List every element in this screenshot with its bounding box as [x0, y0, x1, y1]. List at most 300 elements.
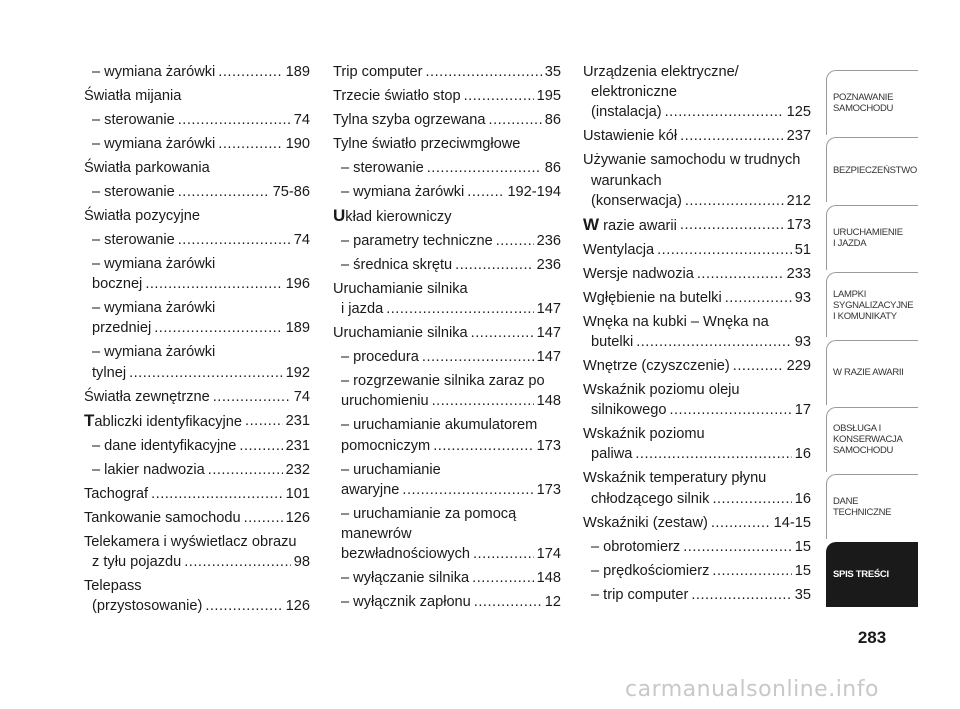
entry-text: – wymiana żarówki — [92, 300, 216, 317]
entry-text: Wskaźnik poziomu — [583, 426, 705, 443]
index-entry — [583, 240, 811, 260]
dot-leader — [151, 484, 283, 504]
entry-text: – wyłączanie silnika — [341, 570, 470, 587]
index-entry-line — [583, 312, 811, 332]
entry-text: Trip computer — [333, 64, 423, 80]
index-entry-line — [84, 134, 310, 154]
index-entry-line — [84, 158, 310, 178]
index-entry-line — [583, 240, 811, 260]
page-ref: 148 — [536, 570, 561, 587]
page-ref: 15 — [794, 538, 811, 555]
index-entry-line — [84, 298, 310, 318]
page-ref: 236 — [536, 233, 561, 249]
dot-leader — [455, 255, 534, 275]
index-letter: W — [583, 214, 600, 234]
entry-text: – sterowanie — [92, 184, 175, 200]
index-entry-line — [84, 387, 310, 407]
entry-text: Światła parkowania — [84, 160, 210, 176]
entry-text: – wymiana żarówki — [92, 136, 216, 152]
index-entry — [583, 126, 811, 146]
entry-text: bocznej — [92, 276, 143, 293]
index-entry — [583, 356, 811, 376]
entry-text: – dane identyfikacyjne — [92, 437, 237, 454]
index-column-2 — [333, 62, 561, 616]
section-tab-label: LAMPKI SYGNALIZACYJNE I KOMUNIKATY — [833, 288, 914, 322]
index-entry — [333, 134, 561, 154]
section-tab[interactable] — [826, 340, 918, 405]
dot-leader — [433, 436, 533, 456]
page-ref: 74 — [293, 388, 310, 405]
index-entry — [583, 288, 811, 308]
entry-text: elektroniczne — [591, 84, 677, 101]
index-entry-line — [333, 110, 561, 130]
dot-leader — [471, 323, 534, 343]
page-ref: 192-194 — [507, 184, 561, 200]
entry-text: Wskaźnik poziomu oleju — [583, 382, 740, 399]
dot-leader — [205, 596, 282, 616]
index-column-3 — [583, 62, 811, 609]
index-entry-line — [583, 489, 811, 509]
page-ref: 192 — [285, 364, 310, 381]
section-tab-label: DANE TECHNICZNE — [833, 496, 892, 519]
page-ref: 51 — [794, 241, 811, 258]
entry-text: uruchomieniu — [341, 393, 429, 410]
dot-leader — [129, 363, 283, 383]
index-entry-line — [333, 524, 561, 544]
index-entry — [333, 182, 561, 202]
dot-leader — [472, 568, 533, 588]
dot-leader — [432, 391, 534, 411]
page-ref: 147 — [536, 349, 561, 366]
entry-text: (konserwacja) — [591, 192, 682, 209]
index-entry-line — [333, 255, 561, 275]
page-ref: 229 — [786, 358, 811, 375]
page-ref: 86 — [544, 112, 561, 128]
page-ref: 173 — [536, 437, 561, 454]
index-entry-line — [333, 436, 561, 456]
index-entry-line — [333, 299, 561, 319]
index-entry — [84, 86, 310, 106]
index-entry-line — [583, 62, 811, 82]
index-entry — [84, 436, 310, 456]
dot-leader — [680, 215, 784, 236]
entry-text: Tankowanie samochodu — [84, 509, 241, 526]
entry-text: Tabliczki identyfikacyjne — [84, 410, 243, 430]
section-tab[interactable] — [826, 70, 918, 135]
entry-text: – trip computer — [591, 586, 689, 603]
entry-text: tylnej — [92, 364, 127, 381]
index-entry-line — [333, 415, 561, 435]
entry-text: – sterowanie — [341, 160, 424, 176]
entry-text: – prędkościomierz — [591, 562, 710, 579]
index-entry — [84, 508, 310, 528]
page-ref: 195 — [536, 88, 561, 104]
page-ref: 233 — [786, 265, 811, 282]
entry-text: W razie awarii — [583, 214, 677, 234]
page-ref: 126 — [285, 598, 310, 615]
index-entry-line — [333, 480, 561, 500]
dot-leader — [178, 110, 291, 130]
entry-text: – procedura — [341, 349, 419, 366]
index-entry-line — [333, 460, 561, 480]
index-entry — [84, 342, 310, 382]
dot-leader — [154, 318, 282, 338]
entry-text: Światła mijania — [84, 88, 182, 104]
entry-text: z tyłu pojazdu — [92, 553, 182, 570]
page-ref: 93 — [794, 289, 811, 306]
index-entry — [84, 411, 310, 432]
index-entry-line — [84, 206, 310, 226]
index-entry — [333, 206, 561, 227]
index-entry — [583, 537, 811, 557]
index-entry-line — [84, 508, 310, 528]
index-entry-line — [583, 191, 811, 211]
page-ref: 16 — [794, 490, 811, 507]
page-ref: 93 — [794, 334, 811, 351]
index-entry-line — [333, 279, 561, 299]
index-entry — [333, 415, 561, 455]
entry-text: Tylna szyba ogrzewana — [333, 112, 486, 128]
index-entry — [333, 110, 561, 130]
index-entry-line — [84, 436, 310, 456]
entry-text: (przystosowanie) — [92, 598, 203, 615]
entry-text: Wnęka na kubki – Wnęka na — [583, 313, 769, 330]
index-entry-line — [333, 182, 561, 202]
dot-leader — [218, 62, 282, 82]
index-entry-line — [333, 231, 561, 251]
section-tab-label: SPIS TREŚCI — [833, 569, 889, 581]
index-entry — [84, 110, 310, 130]
watermark: carmanualsonline.info — [625, 677, 879, 702]
entry-text: Układ kierowniczy — [333, 206, 452, 225]
index-entry — [333, 323, 561, 343]
dot-leader — [691, 585, 791, 605]
page-ref: 86 — [544, 160, 561, 176]
index-entry — [84, 484, 310, 504]
index-entry — [583, 513, 811, 533]
entry-text: Światła pozycyjne — [84, 208, 200, 224]
dot-leader — [239, 436, 282, 456]
index-entry-line — [84, 318, 310, 338]
dot-leader — [422, 347, 534, 367]
entry-text: – uruchamianie — [341, 461, 441, 478]
page-ref: 14-15 — [773, 514, 811, 531]
entry-text: – wymiana żarówki — [92, 64, 216, 80]
section-tab[interactable] — [826, 137, 918, 202]
index-entry-line — [84, 230, 310, 250]
index-entry — [333, 592, 561, 612]
index-entry-line — [84, 86, 310, 106]
index-entry-line — [583, 561, 811, 581]
index-entry-line — [583, 400, 811, 420]
index-entry-line — [583, 102, 811, 122]
dot-leader — [467, 182, 504, 202]
index-entry — [333, 504, 561, 565]
index-entry-line — [583, 288, 811, 308]
index-entry — [84, 134, 310, 154]
index-entry-line — [583, 513, 811, 533]
index-entry — [84, 532, 310, 572]
index-entry-line — [333, 323, 561, 343]
index-entry — [583, 561, 811, 581]
page-ref: 16 — [794, 446, 811, 463]
index-entry — [583, 62, 811, 123]
index-entry-line — [84, 460, 310, 480]
index-letter: T — [84, 410, 95, 430]
page-ref: 125 — [786, 104, 811, 121]
entry-text: Ustawienie kół — [583, 128, 678, 145]
index-entry — [84, 298, 310, 338]
dot-leader — [213, 387, 291, 407]
entry-text: manewrów — [341, 526, 412, 543]
index-entry-line — [333, 391, 561, 411]
section-tab-label: W RAZIE AWARII — [833, 367, 904, 379]
dot-leader — [245, 411, 283, 432]
index-entry-line — [583, 126, 811, 146]
index-entry — [583, 264, 811, 284]
index-entry — [84, 182, 310, 202]
index-entry-line — [583, 537, 811, 557]
index-entry-line — [333, 86, 561, 106]
index-entry-line — [84, 576, 310, 596]
index-entry-line — [333, 568, 561, 588]
entry-text: Używanie samochodu w trudnych — [583, 152, 801, 169]
entry-text: butelki — [591, 334, 634, 351]
entry-text: Telekamera i wyświetlacz obrazu — [84, 533, 297, 550]
index-entry-line — [84, 363, 310, 383]
entry-text: – parametry techniczne — [341, 233, 493, 249]
entry-text: Telepass — [84, 577, 142, 594]
index-entry-line — [583, 264, 811, 284]
index-entry — [84, 576, 310, 616]
entry-text: – wymiana żarówki — [92, 344, 216, 361]
section-tab-label: OBSŁUGA I KONSERWACJA SAMOCHODU — [833, 423, 903, 457]
index-entry-line — [84, 484, 310, 504]
entry-text: silnikowego — [591, 402, 667, 419]
index-entry-line — [583, 332, 811, 352]
index-entry-line — [583, 468, 811, 488]
page-ref: 232 — [285, 461, 310, 478]
index-entry — [333, 86, 561, 106]
entry-text: – wymiana żarówki — [92, 256, 216, 272]
section-tab[interactable] — [826, 272, 918, 337]
dot-leader — [657, 240, 792, 260]
dot-leader — [680, 126, 784, 146]
section-tab[interactable] — [826, 474, 918, 539]
index-entry-line — [583, 150, 811, 170]
index-entry-line — [84, 552, 310, 572]
page-ref: 17 — [794, 402, 811, 419]
page-number: 283 — [857, 628, 887, 647]
dot-leader — [683, 537, 792, 557]
dot-leader — [386, 299, 533, 319]
entry-text: – wyłącznik zapłonu — [341, 594, 471, 611]
page-ref: 35 — [794, 586, 811, 603]
index-entry-line — [333, 206, 561, 227]
section-tabs — [826, 70, 918, 609]
entry-text: chłodzącego silnik — [591, 490, 710, 507]
entry-text: przedniej — [92, 320, 152, 337]
dot-leader — [244, 508, 283, 528]
entry-text: Wentylacja — [583, 241, 655, 258]
index-entry-line — [583, 585, 811, 605]
dot-leader — [402, 480, 533, 500]
dot-leader — [145, 274, 282, 294]
index-entry — [84, 254, 310, 294]
entry-text: paliwa — [591, 446, 633, 463]
index-entry — [583, 215, 811, 236]
dot-leader — [178, 182, 270, 202]
section-tab[interactable] — [826, 542, 918, 607]
page-ref: 236 — [536, 257, 561, 273]
section-tab-label: URUCHAMIENIE I JAZDA — [833, 226, 903, 249]
page-ref: 173 — [786, 216, 811, 233]
entry-text: – lakier nadwozia — [92, 461, 205, 478]
page-ref: 148 — [536, 393, 561, 410]
index-entry — [583, 312, 811, 352]
index-entry-line — [583, 356, 811, 376]
page-ref: 74 — [293, 232, 310, 248]
index-entry-line — [84, 62, 310, 82]
dot-leader — [635, 444, 791, 464]
index-entry-line — [84, 110, 310, 130]
dot-leader — [711, 513, 771, 533]
page-ref: 15 — [794, 562, 811, 579]
index-entry — [84, 460, 310, 480]
index-entry-line — [333, 134, 561, 154]
dot-leader — [733, 356, 784, 376]
page-ref: 174 — [536, 546, 561, 563]
index-entry — [583, 585, 811, 605]
dot-leader — [474, 592, 542, 612]
entry-text: pomocniczym — [341, 437, 431, 454]
index-entry — [84, 158, 310, 178]
entry-text: Wskaźniki (zestaw) — [583, 514, 708, 531]
index-entry-line — [333, 158, 561, 178]
index-entry — [333, 279, 561, 319]
entry-text: – sterowanie — [92, 232, 175, 248]
entry-text: bezwładnościowych — [341, 546, 470, 563]
page-ref: 212 — [786, 192, 811, 209]
page-ref: 75-86 — [272, 184, 310, 200]
page-ref: 190 — [285, 136, 310, 152]
dot-leader — [669, 400, 791, 420]
page-ref: 196 — [285, 276, 310, 293]
index-entry-line — [84, 596, 310, 616]
section-tab-label: BEZPIECZEŃSTWO — [833, 164, 917, 176]
index-entry — [583, 380, 811, 420]
entry-text: Wersje nadwozia — [583, 265, 694, 282]
page-ref: 74 — [293, 112, 310, 128]
page-ref: 231 — [285, 437, 310, 454]
index-entry — [84, 387, 310, 407]
index-entry-line — [84, 254, 310, 274]
index-entry — [84, 62, 310, 82]
index-entry-line — [84, 274, 310, 294]
page-ref: 147 — [536, 301, 561, 318]
page-ref: 98 — [293, 553, 310, 570]
index-entry-line — [583, 82, 811, 102]
page-ref: 126 — [285, 509, 310, 526]
index-entry — [583, 150, 811, 211]
index-entry-line — [84, 532, 310, 552]
dot-leader — [464, 86, 534, 106]
index-entry — [333, 231, 561, 251]
dot-leader — [184, 552, 291, 572]
entry-text: Wskaźnik temperatury płynu — [583, 470, 767, 487]
index-entry — [84, 230, 310, 250]
page-ref: 35 — [544, 64, 561, 80]
entry-text: Wnętrze (czyszczenie) — [583, 358, 730, 375]
entry-text: (instalacja) — [591, 104, 662, 121]
entry-text: Tylne światło przeciwmgłowe — [333, 136, 521, 152]
entry-text: Wgłębienie na butelki — [583, 289, 722, 306]
index-entry-line — [84, 411, 310, 432]
dot-leader — [473, 544, 534, 564]
index-entry-line — [333, 62, 561, 82]
page-ref: 189 — [285, 320, 310, 337]
index-entry — [333, 460, 561, 500]
section-tab[interactable] — [826, 205, 918, 270]
entry-text: warunkach — [591, 172, 662, 189]
dot-leader — [178, 230, 291, 250]
index-entry-line — [333, 592, 561, 612]
index-entry — [333, 255, 561, 275]
index-entry — [84, 206, 310, 226]
index-entry — [333, 62, 561, 82]
page-ref: 12 — [544, 594, 561, 611]
index-entry — [333, 347, 561, 367]
dot-leader — [489, 110, 542, 130]
index-entry — [583, 424, 811, 464]
entry-text: – rozgrzewanie silnika zaraz po — [341, 373, 545, 390]
dot-leader — [427, 158, 542, 178]
dot-leader — [697, 264, 784, 284]
index-entry-line — [583, 215, 811, 236]
section-tab[interactable] — [826, 407, 918, 472]
index-entry — [333, 371, 561, 411]
index-column-1 — [84, 62, 310, 620]
dot-leader — [712, 561, 791, 581]
index-entry-line — [333, 544, 561, 564]
index-entry-line — [84, 182, 310, 202]
index-entry-line — [333, 371, 561, 391]
entry-text: – uruchamianie za pomocą — [341, 505, 517, 522]
entry-text: – sterowanie — [92, 112, 175, 128]
entry-text: Urządzenia elektryczne/ — [583, 64, 739, 80]
dot-leader — [208, 460, 283, 480]
page-ref: 101 — [285, 485, 310, 502]
index-letter: U — [333, 206, 346, 225]
page-ref: 237 — [786, 128, 811, 145]
index-entry-line — [84, 342, 310, 362]
index-entry-line — [333, 347, 561, 367]
entry-text: – wymiana żarówki — [341, 184, 465, 200]
index-entry — [333, 158, 561, 178]
entry-text: – uruchamianie akumulatorem — [341, 417, 538, 434]
index-entry — [583, 468, 811, 508]
dot-leader — [636, 332, 792, 352]
entry-text: Światła zewnętrzne — [84, 388, 210, 405]
entry-text: Uruchamianie silnika — [333, 325, 468, 342]
index-entry-line — [583, 171, 811, 191]
entry-text: – obrotomierz — [591, 538, 681, 555]
entry-text: awaryjne — [341, 481, 400, 498]
entry-text: Tachograf — [84, 485, 149, 502]
entry-text: – średnica skrętu — [341, 257, 453, 273]
index-entry-line — [583, 444, 811, 464]
page-ref: 173 — [536, 481, 561, 498]
